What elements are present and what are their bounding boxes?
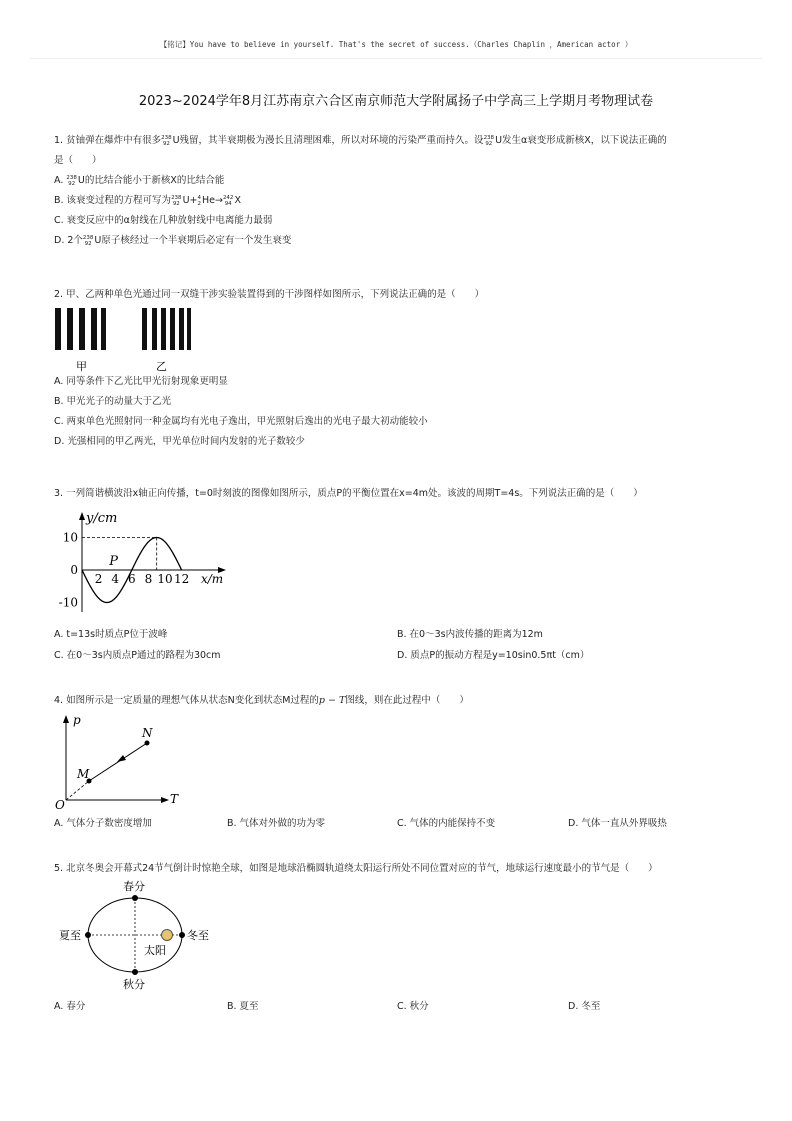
point-p-label: P [109,554,118,569]
question-2-stem: 2. 甲、乙两种单色光通过同一双缝干涉实验装置得到的干涉图样如图所示，下列说法正确的是（ ） [54,289,485,300]
question-3-stem: 3. 一列简谐横波沿x轴正向传播，t=0时刻波的图像如图所示，质点P的平衡位置在x=4m处。该波的周期T=4s。下列说法正确的是（ ） [54,488,643,499]
label-dongzhi: 冬至 [187,929,209,942]
option-2a: A. 同等条件下乙光比甲光衍射现象更明显 [54,376,228,387]
isotope-u238: 238 92 [66,174,77,187]
motto: 【铭记】You have to believe in yourself. That's the secret of success.（Charles Chaplin ，American actor ） [159,40,633,49]
option-4c: C. 气体的内能保持不变 [397,818,496,829]
question-2-options [54,372,428,452]
isotope-u238: 238 92 [161,134,172,147]
option-4d: D. 气体一直从外界吸热 [568,818,667,829]
y-tick-label: 0 [70,563,78,577]
option-1d: D. 2个 238 92 U原子核经过一个半衰期后必定有一个发生衰变 [54,234,292,247]
x-tick-label: 8 [144,572,153,586]
point-m-label: M [77,767,90,781]
option-5d: D. 冬至 [568,1001,601,1012]
question-4-stem: 4. 如图所示是一定质量的理想气体从状态N变化到状态M过程的p − T图线，则在此过程中（ ） [54,695,469,706]
option-3c: C. 在0～3s内质点P通过的路程为30cm [54,650,221,661]
y-tick-labels [59,531,78,610]
option-3d: D. 质点P的振动方程是y=10sin0.5πt（cm） [397,650,590,661]
option-1b: B. 该衰变过程的方程可写为 238 92 U+ 4 2 He→ 242 94 X [54,194,241,207]
option-2c: C. 两束单色光照射同一种金属均有光电子逸出，甲光照射后逸出的光电子最大初动能较小 [54,416,428,427]
p-axis-arrow [63,715,69,723]
earth-orbit-figure [56,878,216,993]
position-qiufen [132,969,138,975]
sun-icon [162,930,173,941]
origin-label: O [55,798,65,812]
label-qiufen: 秋分 [123,978,145,991]
y-tick-label: 10 [62,530,78,545]
question-1-stem-line-2: 是（ ） [54,155,102,166]
label-xiazhi: 夏至 [59,929,81,942]
y-axis-arrow [79,512,85,520]
process-line-nm [89,743,147,781]
option-1c: C. 衰变反应中的α射线在几种放射线中电离能力最弱 [54,215,273,226]
label-chunfen: 春分 [123,880,145,893]
label-jia: 甲 [76,360,87,373]
option-2d: D. 光强相同的甲乙两光，甲光单位时间内发射的光子数较少 [54,436,305,447]
header-divider [30,58,762,59]
x-tick-label: 6 [127,572,136,586]
question-1-stem-line-1: 1. 贫铀弹在爆炸中有很多 238 92 U残留，其半衰期极为漫长且清理困难，所以对环境的污染严重而持久。设 238 92 U发生α衰变形成新核X，以下说法正确的 [54,134,667,147]
interference-pattern-figure [54,306,194,374]
option-5b: B. 夏至 [227,1001,259,1012]
x-tick-label: 2 [94,572,103,586]
t-axis-arrow [161,797,169,803]
isotope-u238: 238 92 [171,194,182,207]
option-4a: A. 气体分子数密度增加 [54,818,152,829]
position-dongzhi [179,932,185,938]
option-1a: A. 238 92 U的比结合能小于新核X的比结合能 [54,174,225,187]
label-sun: 太阳 [144,944,166,957]
position-chunfen [132,895,138,901]
option-3a: A. t=13s时质点P位于波峰 [54,629,168,640]
option-5a: A. 春分 [54,1001,86,1012]
question-1 [54,131,667,251]
position-xiazhi [85,932,91,938]
point-n-label: N [142,726,153,740]
isotope-x242: 242 94 [222,194,234,207]
label-yi: 乙 [156,360,167,373]
point-n [145,741,150,746]
isotope-u238: 238 92 [483,134,495,147]
x-tick-labels [95,572,189,586]
t-axis-label: T [170,792,179,806]
isotope-u238: 238 92 [82,234,94,247]
p-axis-label: p [73,713,81,727]
y-axis-label: y/cm [86,511,118,526]
option-5c: C. 秋分 [397,1001,429,1012]
wave-graph [54,506,234,616]
fringe-pattern-jia [55,308,106,350]
x-axis-label: x/m [201,572,224,586]
origin-dashed-line [66,781,89,800]
question-5-stem: 5. 北京冬奥会开幕式24节气倒计时惊艳全球，如图是地球沿椭圆轨道绕太阳运行所处不同位置对应的节气，地球运行速度最小的节气是（ ） [54,863,658,874]
isotope-he4: 4 2 [197,194,201,207]
option-3b: B. 在0～3s内波传播的距离为12m [397,629,543,640]
option-4b: B. 气体对外做的功为零 [227,818,326,829]
fringe-pattern-yi [142,308,191,350]
exam-title: 2023~2024学年8月江苏南京六合区南京师范大学附属扬子中学高三上学期月考物理试卷 [138,94,654,109]
x-tick-label: 10 [157,572,173,586]
p-t-graph [52,710,192,812]
process-arrow [117,755,126,762]
x-tick-label: 12 [173,572,190,586]
x-tick-label: 4 [111,572,120,586]
p-t-math: p − T [318,695,346,706]
y-tick-label: -10 [58,595,78,610]
option-2b: B. 甲光光子的动量大于乙光 [54,396,172,407]
